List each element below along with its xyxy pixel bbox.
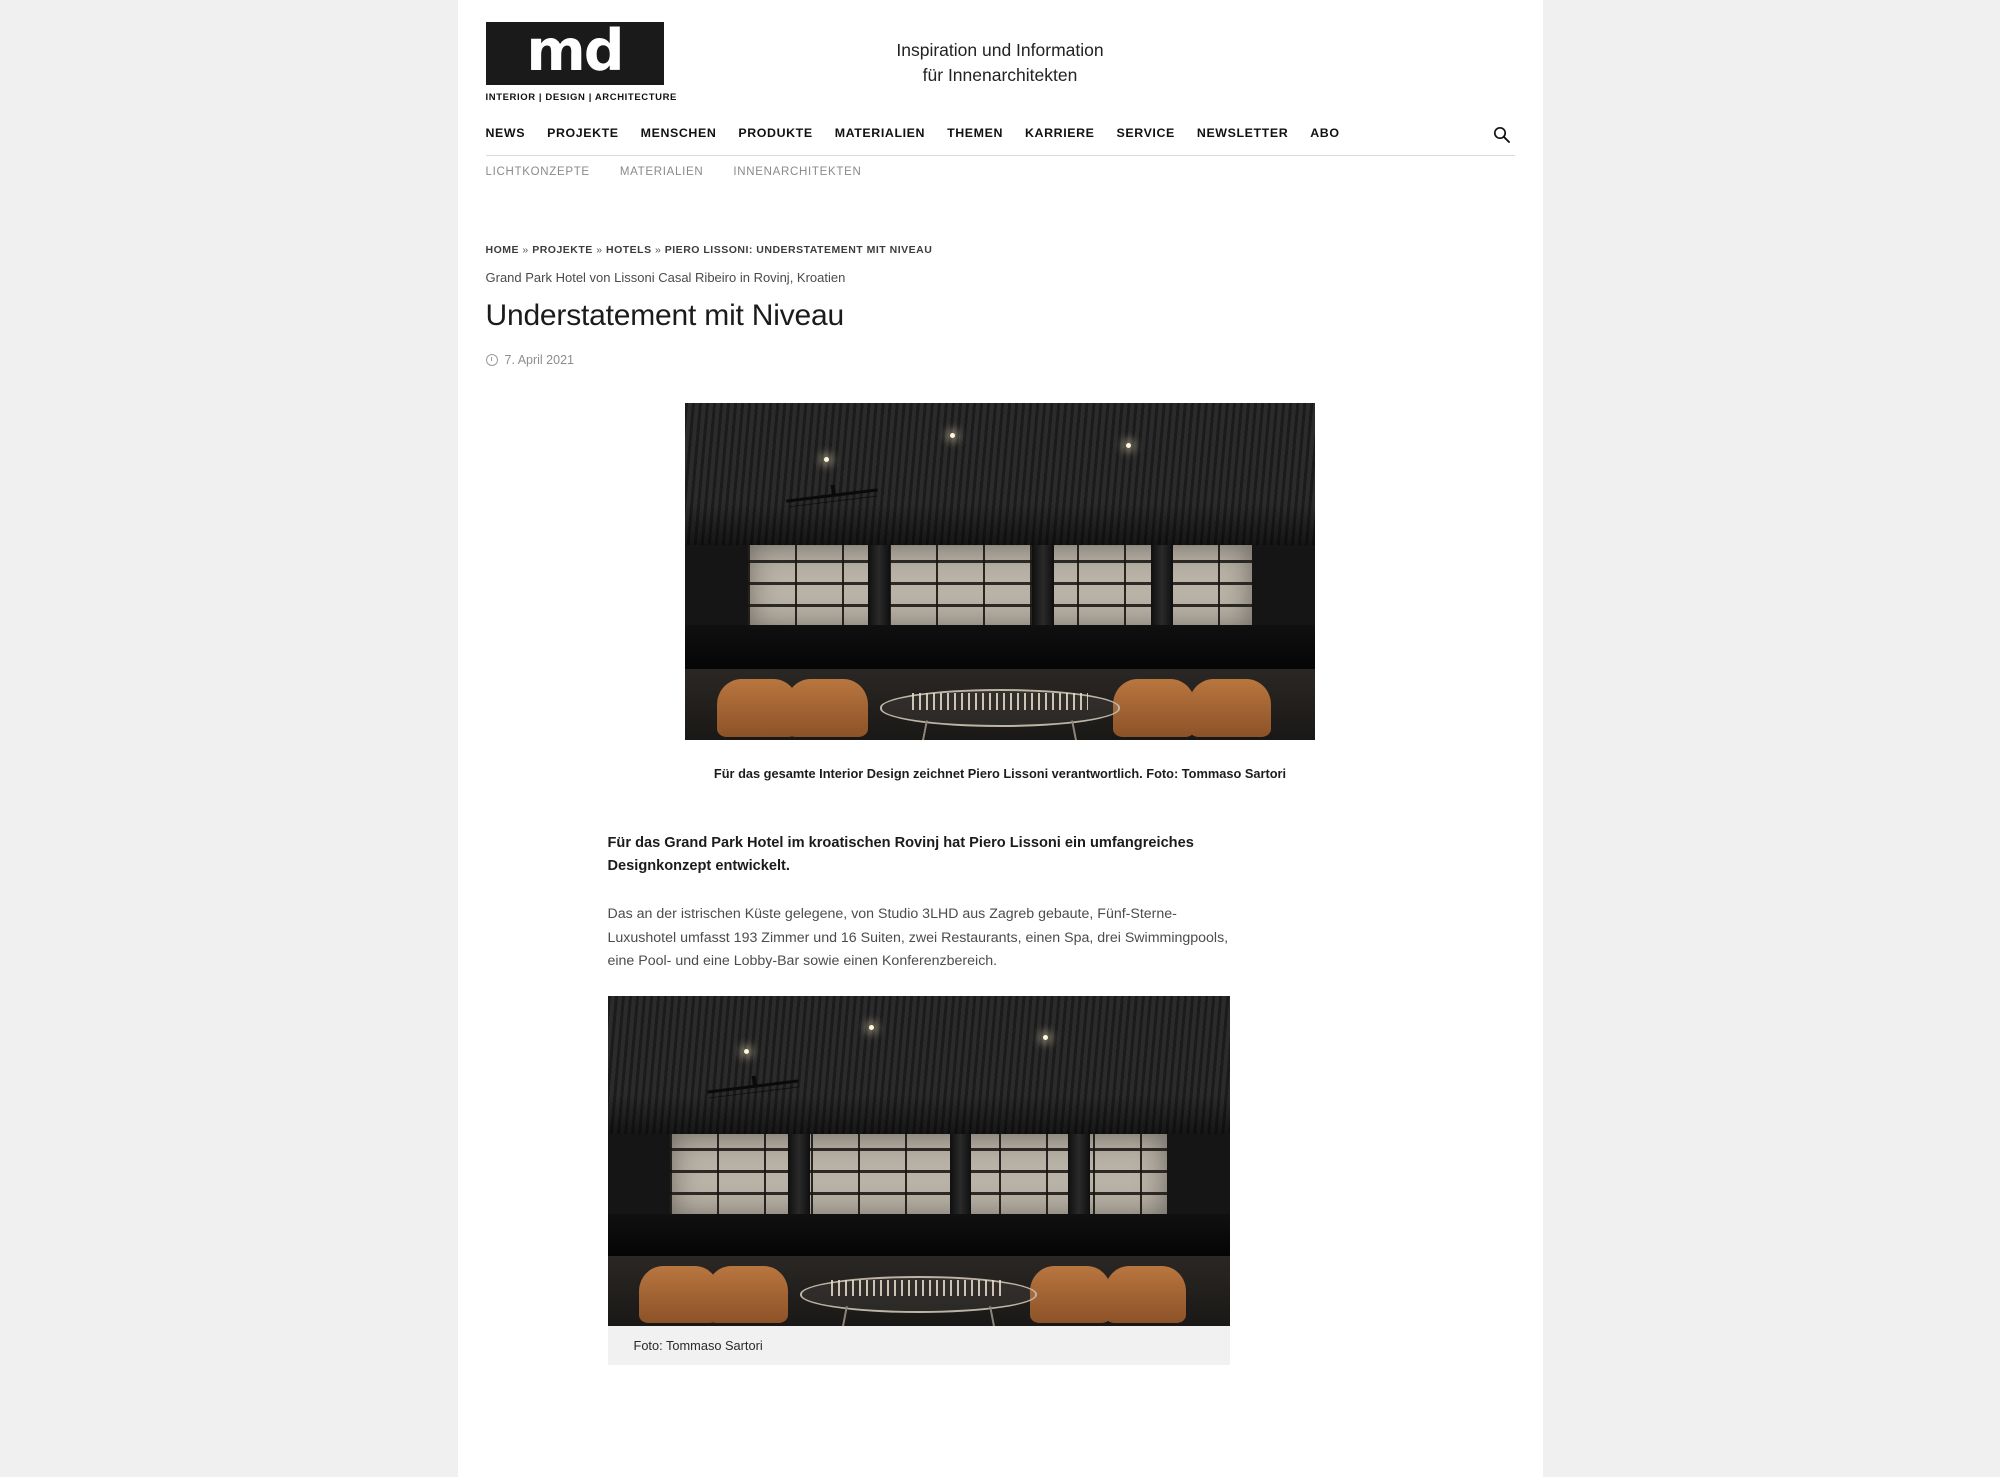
hotel-bar-photo-1 (685, 403, 1315, 740)
back-bar-shelving (748, 545, 1252, 629)
photo-column (1151, 545, 1173, 633)
bottle-display (831, 1280, 1005, 1297)
back-bar-shelving (670, 1134, 1168, 1217)
downlight (744, 1049, 749, 1054)
breadcrumb-separator: » (655, 244, 662, 256)
breadcrumb-item-home[interactable]: HOME (485, 244, 519, 256)
breadcrumb-separator: » (522, 244, 529, 256)
main-navigation (486, 121, 1515, 156)
logo-glyph: md (526, 18, 623, 84)
site-tagline (694, 22, 1307, 89)
photo-right-wall (1161, 1134, 1229, 1217)
figure-2-caption: Foto: Tommaso Sartori (608, 1326, 1230, 1365)
tagline-line-2: für Innenarchitekten (922, 65, 1078, 86)
article-paragraph-1: Das an der istrischen Küste gelegene, von Studio 3LHD aus Zagreb gebaute, Fünf-Sterne-Luxushotel umfasst 193 Zimmer und 16 Suiten, zwei Restaurants, einen Spa, drei Swimmingpools, eine Pool- und eine Lobby-Bar sowie einen Konferenzbereich. (607, 906, 1229, 970)
bottle-display (912, 693, 1088, 710)
article-body (608, 832, 1230, 974)
main-nav-list (486, 126, 1489, 150)
armchair (707, 1266, 788, 1322)
nav-item-news[interactable]: NEWS (485, 126, 526, 140)
photo-column (1032, 545, 1054, 633)
article-lead: Für das Grand Park Hotel im kroatischen Rovinj hat Piero Lissoni ein umfangreiches Designkonzept entwickelt. (607, 834, 1194, 875)
article-figure-2 (608, 996, 1230, 1365)
photo-right-wall (1246, 545, 1315, 629)
armchair (1189, 679, 1271, 736)
article (486, 244, 1515, 1365)
page-title: Understatement mit Niveau (485, 299, 844, 332)
nav-item-menschen[interactable]: MENSCHEN (640, 126, 717, 140)
nav-item-service[interactable]: SERVICE (1116, 126, 1175, 140)
photo-ceiling (685, 403, 1315, 548)
hotel-bar-photo-2 (608, 996, 1230, 1326)
photo-column (788, 1134, 810, 1220)
breadcrumb-item-current: PIERO LISSONI: UNDERSTATEMENT MIT NIVEAU (664, 244, 933, 256)
site-logo[interactable] (485, 18, 694, 103)
article-date: 7. April 2021 (504, 353, 574, 367)
photo-column (950, 1134, 972, 1220)
breadcrumb-separator: » (596, 244, 603, 256)
armchair (1113, 679, 1195, 736)
clock-icon (486, 354, 498, 366)
breadcrumb-item-hotels[interactable]: HOTELS (605, 244, 652, 256)
subnav-item-materialien[interactable]: MATERIALIEN (619, 166, 704, 178)
breadcrumb-item-projekte[interactable]: PROJEKTE (532, 244, 593, 256)
figure-1-caption: Für das gesamte Interior Design zeichnet Piero Lissoni verantwortlich. Foto: Tommaso Sartori (713, 766, 1287, 781)
nav-item-materialien[interactable]: MATERIALIEN (834, 126, 926, 140)
article-kicker: Grand Park Hotel von Lissoni Casal Ribeiro in Rovinj, Kroatien (485, 270, 846, 285)
tagline-line-1: Inspiration und Information (896, 40, 1104, 60)
subnav-item-innenarchitekten[interactable]: INNENARCHITEKTEN (733, 166, 862, 178)
nav-item-newsletter[interactable]: NEWSLETTER (1196, 126, 1289, 140)
armchair (1030, 1266, 1111, 1322)
nav-item-themen[interactable]: THEMEN (947, 126, 1003, 140)
article-figure-1 (685, 403, 1315, 784)
bar-counter (608, 1214, 1230, 1257)
logo-mark (486, 18, 664, 85)
photo-left-wall (608, 1134, 676, 1217)
photo-left-wall (685, 545, 754, 629)
page-container (458, 0, 1543, 1477)
table-legs (842, 1306, 995, 1325)
downlight (950, 433, 955, 438)
table-legs (922, 720, 1077, 740)
nav-item-karriere[interactable]: KARRIERE (1025, 126, 1095, 140)
article-meta (486, 353, 1515, 367)
site-header (458, 0, 1543, 103)
logo-subtitle: INTERIOR | DESIGN | ARCHITECTURE (485, 92, 677, 103)
nav-item-projekte[interactable]: PROJEKTE (547, 126, 619, 140)
photo-column (1068, 1134, 1090, 1220)
armchair (786, 679, 868, 736)
downlight (824, 457, 829, 462)
bar-counter (685, 625, 1315, 669)
subnav-item-lichtkonzepte[interactable]: LICHTKONZEPTE (485, 166, 590, 178)
search-icon[interactable] (1489, 121, 1515, 147)
nav-item-produkte[interactable]: PRODUKTE (738, 126, 813, 140)
sub-navigation (486, 166, 1515, 178)
nav-item-abo[interactable]: ABO (1310, 126, 1340, 140)
breadcrumb (486, 244, 1515, 256)
photo-ceiling (608, 996, 1230, 1138)
photo-column (868, 545, 890, 633)
armchair (1105, 1266, 1186, 1322)
